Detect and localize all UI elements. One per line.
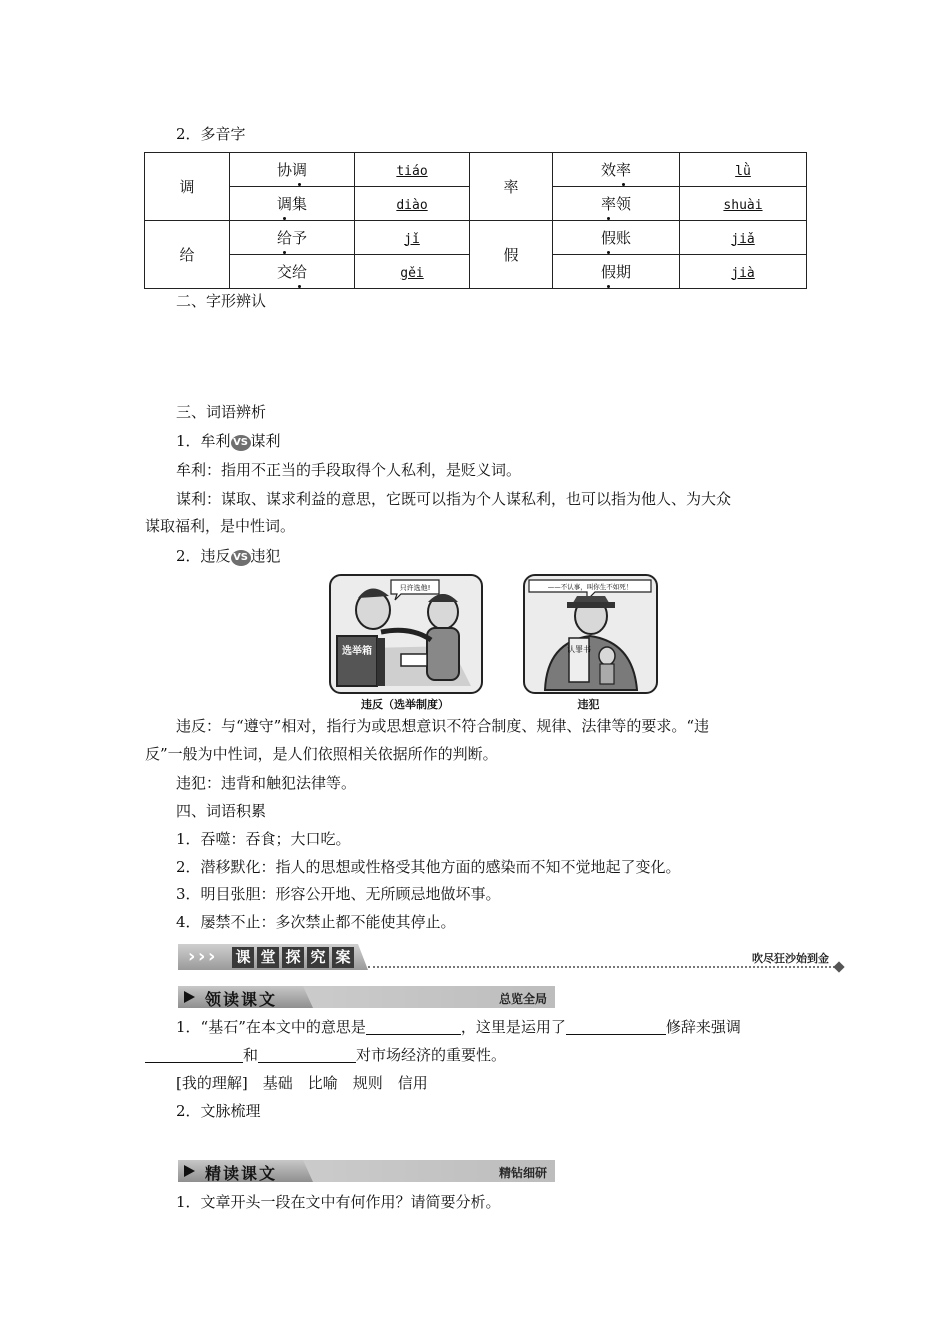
answer-blank[interactable] — [258, 1046, 356, 1063]
lead-reading-title: 领读课文 — [205, 990, 278, 1009]
definition-weifan-line2: 反”一般为中性词，是人们依照相关依据所作的判断。 — [145, 745, 498, 763]
word-pair-2: 2．违反 VS 违犯 — [176, 547, 281, 565]
banner-tile: 堂 — [257, 947, 279, 968]
section-words: 三、词语辨析 — [176, 403, 267, 421]
table-word: 交给 — [230, 255, 355, 289]
table-pinyin: lǜ — [680, 153, 807, 187]
cartoon2-caption: 违犯 — [577, 698, 600, 711]
banner-tile: 案 — [332, 947, 354, 968]
classroom-banner — [178, 944, 843, 971]
table-char: 率 — [470, 153, 553, 221]
section-accumulate: 四、词语积累 — [176, 802, 267, 820]
definition-mouli2-line2: 谋取福利，是中性词。 — [145, 517, 296, 535]
play-triangle-icon — [184, 991, 195, 1003]
answer-blank[interactable] — [566, 1018, 666, 1035]
vs-icon: VS — [231, 550, 251, 566]
chevron-right-icon: › — [188, 946, 196, 967]
table-pinyin: jiǎ — [680, 221, 807, 255]
fine-reading-title: 精读课文 — [205, 1164, 278, 1183]
my-understanding: [我的理解] 基础 比喻 规则 信用 — [176, 1074, 428, 1092]
cartoon-violation-drawing — [525, 576, 656, 692]
cartoon1-caption: 违反（选举制度） — [361, 698, 449, 711]
question-1-line2: 和 对市场经济的重要性。 — [145, 1045, 506, 1065]
definition-weifan2: 违犯：违背和触犯法律等。 — [176, 774, 357, 792]
table-char: 给 — [145, 221, 230, 289]
table-char: 调 — [145, 153, 230, 221]
section-polyphone: 2．多音字 — [176, 125, 246, 143]
lead-reading-subtitle: 总览全局 — [498, 992, 547, 1006]
table-pinyin: shuài — [680, 187, 807, 221]
accumulate-item: 2．潜移默化：指人的思想或性格受其他方面的感染而不知不觉地起了变化。 — [176, 858, 681, 876]
table-word: 效率 — [553, 153, 680, 187]
banner-dotted-rule — [368, 966, 835, 968]
cartoon-violation-image — [523, 574, 658, 694]
diamond-icon — [833, 961, 844, 972]
table-word: 给予 — [230, 221, 355, 255]
table-char: 假 — [470, 221, 553, 289]
definition-mouli2-line1: 谋利：谋取、谋求利益的意思，它既可以指为个人谋私利，也可以指为他人、为大众 — [176, 490, 732, 508]
cartoon2-bubble: ——不认事，叫你生不如死！ — [547, 583, 633, 591]
cartoon-election-image — [329, 574, 483, 694]
play-triangle-icon — [184, 1165, 195, 1177]
fine-reading-heading — [178, 1160, 555, 1182]
cartoon1-bubble: 只许选他! — [399, 584, 431, 592]
table-word: 假账 — [553, 221, 680, 255]
banner-slogan: 吹尽狂沙始到金 — [752, 952, 829, 965]
question-2: 2．文脉梳理 — [176, 1102, 261, 1120]
table-pinyin: diào — [355, 187, 470, 221]
chevron-right-icon: › — [208, 946, 216, 967]
chevron-right-icon: › — [198, 946, 206, 967]
banner-tile: 探 — [282, 947, 304, 968]
definition-weifan-line1: 违反：与“遵守”相对，指行为或思想意识不符合制度、规律、法律等的要求。“违 — [176, 717, 710, 735]
accumulate-item: 1．吞噬：吞食；大口吃。 — [176, 830, 351, 848]
polyphone-table — [144, 152, 807, 289]
question-3: 1．文章开头一段在文中有何作用？请简要分析。 — [176, 1193, 501, 1211]
table-pinyin: jià — [680, 255, 807, 289]
definition-mouli: 牟利：指用不正当的手段取得个人私利，是贬义词。 — [176, 461, 522, 479]
cartoon1-box-label: 选举箱 — [342, 646, 372, 657]
table-pinyin: gěi — [355, 255, 470, 289]
answer-blank[interactable] — [145, 1046, 243, 1063]
cartoon2-sign: 认罪书 — [567, 645, 591, 654]
vs-icon: VS — [231, 435, 251, 451]
question-1-line1: 1．“基石”在本文中的意思是 ，这里是运用了 修辞来强调 — [176, 1018, 741, 1036]
table-word: 假期 — [553, 255, 680, 289]
table-word: 协调 — [230, 153, 355, 187]
banner-tile: 究 — [307, 947, 329, 968]
lead-reading-heading — [178, 986, 555, 1008]
accumulate-item: 4．屡禁不止：多次禁止都不能使其停止。 — [176, 913, 456, 931]
table-pinyin: jǐ — [355, 221, 470, 255]
word-pair-1: 1．牟利 VS 谋利 — [176, 432, 281, 450]
fine-reading-subtitle: 精钻细研 — [498, 1166, 547, 1180]
cartoon-election-drawing — [331, 576, 481, 692]
table-word: 调集 — [230, 187, 355, 221]
table-pinyin: tiáo — [355, 153, 470, 187]
table-word: 率领 — [553, 187, 680, 221]
answer-blank[interactable] — [366, 1018, 461, 1035]
banner-tile: 课 — [232, 947, 254, 968]
accumulate-item: 3．明目张胆：形容公开地、无所顾忌地做坏事。 — [176, 885, 501, 903]
section-form: 二、字形辨认 — [176, 292, 267, 310]
